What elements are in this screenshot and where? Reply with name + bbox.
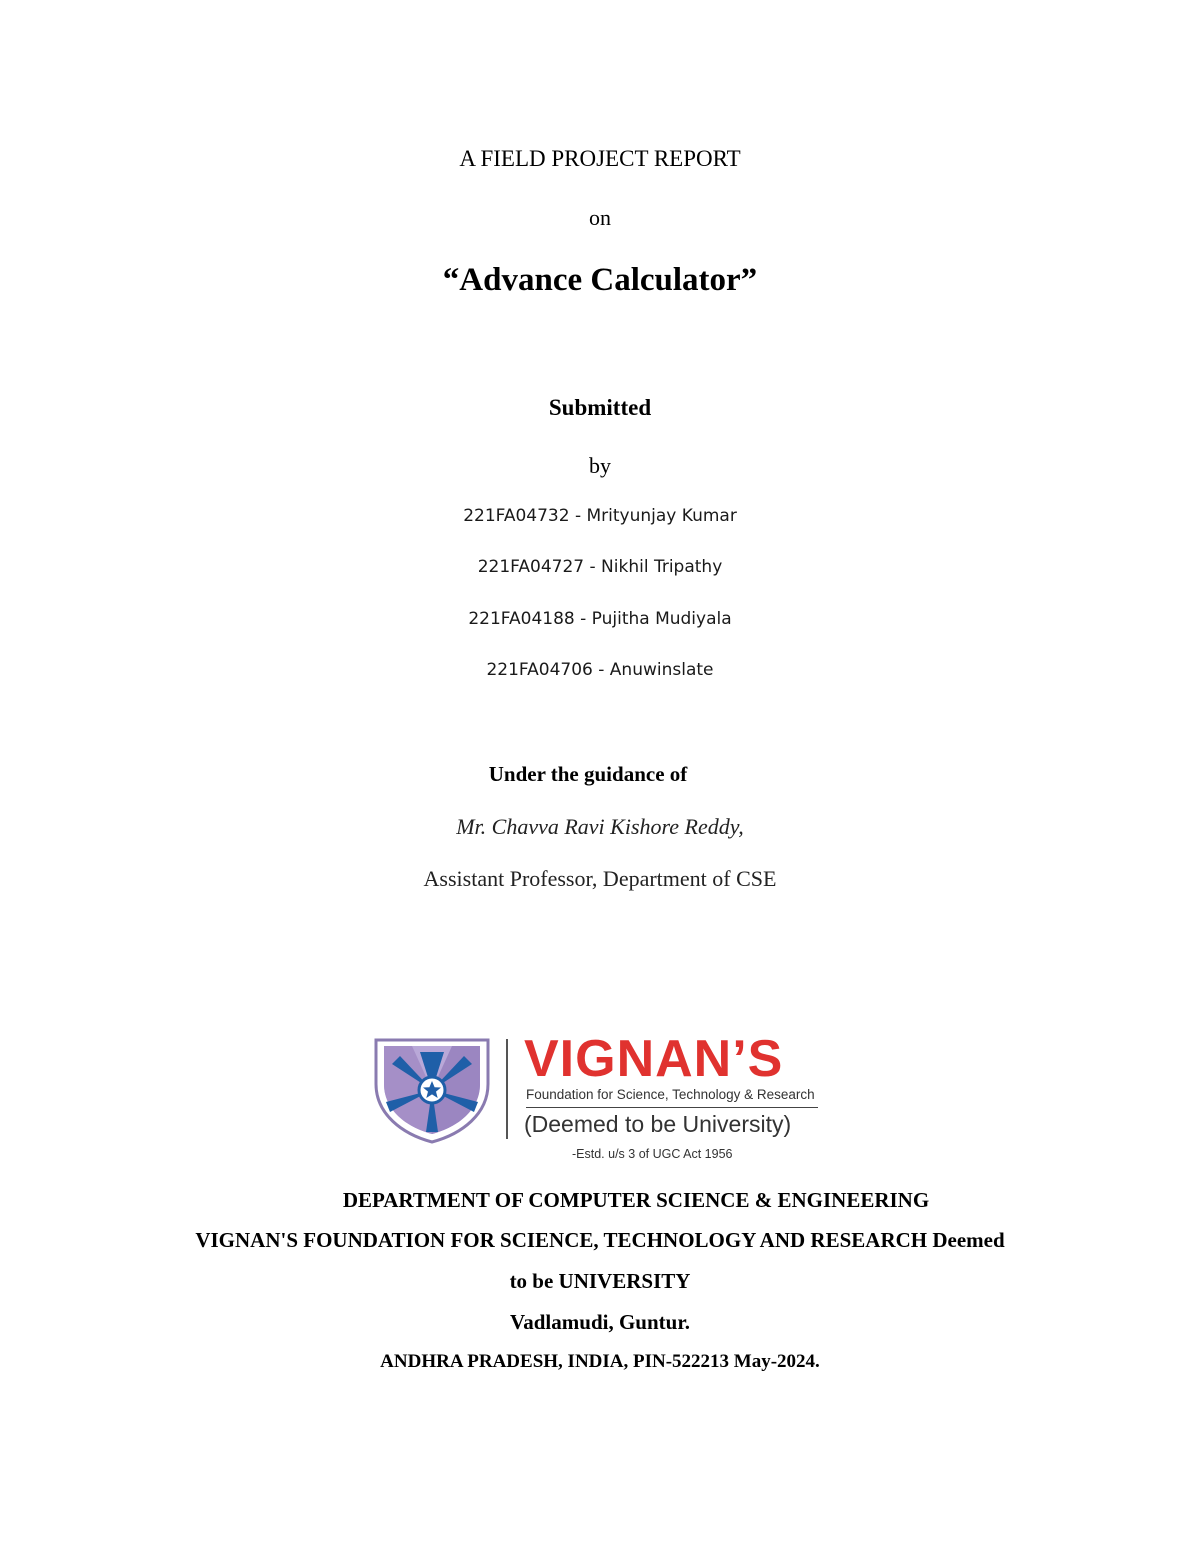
logo-rule bbox=[526, 1107, 818, 1108]
logo-established: -Estd. u/s 3 of UGC Act 1956 bbox=[572, 1147, 733, 1161]
location-line: Vadlamudi, Guntur. bbox=[510, 1310, 690, 1334]
project-title: “Advance Calculator” bbox=[442, 262, 758, 298]
department-line: DEPARTMENT OF COMPUTER SCIENCE & ENGINEERING bbox=[342, 1188, 930, 1212]
logo-subtitle: Foundation for Science, Technology & Research bbox=[526, 1087, 815, 1102]
logo-wordmark: VIGNAN’S bbox=[524, 1030, 784, 1088]
student-entry: 221FA04732 - Mrityunjay Kumar bbox=[463, 506, 737, 526]
student-entry: 221FA04188 - Pujitha Mudiyala bbox=[468, 609, 732, 629]
student-entry: 221FA04727 - Nikhil Tripathy bbox=[477, 557, 723, 577]
guide-name: Mr. Chavva Ravi Kishore Reddy, bbox=[456, 814, 744, 839]
university-logo bbox=[372, 1030, 832, 1168]
report-type-heading: A FIELD PROJECT REPORT bbox=[459, 146, 741, 171]
logo-deemed: (Deemed to be University) bbox=[524, 1111, 792, 1137]
guidance-label: Under the guidance of bbox=[488, 762, 688, 786]
logo-divider bbox=[506, 1039, 508, 1139]
submitted-label: Submitted bbox=[548, 395, 652, 420]
on-word: on bbox=[589, 205, 611, 230]
institution-line-continued: to be UNIVERSITY bbox=[509, 1269, 691, 1293]
by-word: by bbox=[589, 453, 611, 478]
state-pin-date-line: ANDHRA PRADESH, INDIA, PIN-522213 May-2024. bbox=[380, 1351, 820, 1372]
institution-line: VIGNAN'S FOUNDATION FOR SCIENCE, TECHNOLOGY AND RESEARCH Deemed bbox=[195, 1228, 1005, 1252]
guide-designation: Assistant Professor, Department of CSE bbox=[423, 866, 777, 891]
student-entry: 221FA04706 - Anuwinslate bbox=[486, 660, 714, 680]
shield-emblem-icon bbox=[372, 1036, 492, 1144]
